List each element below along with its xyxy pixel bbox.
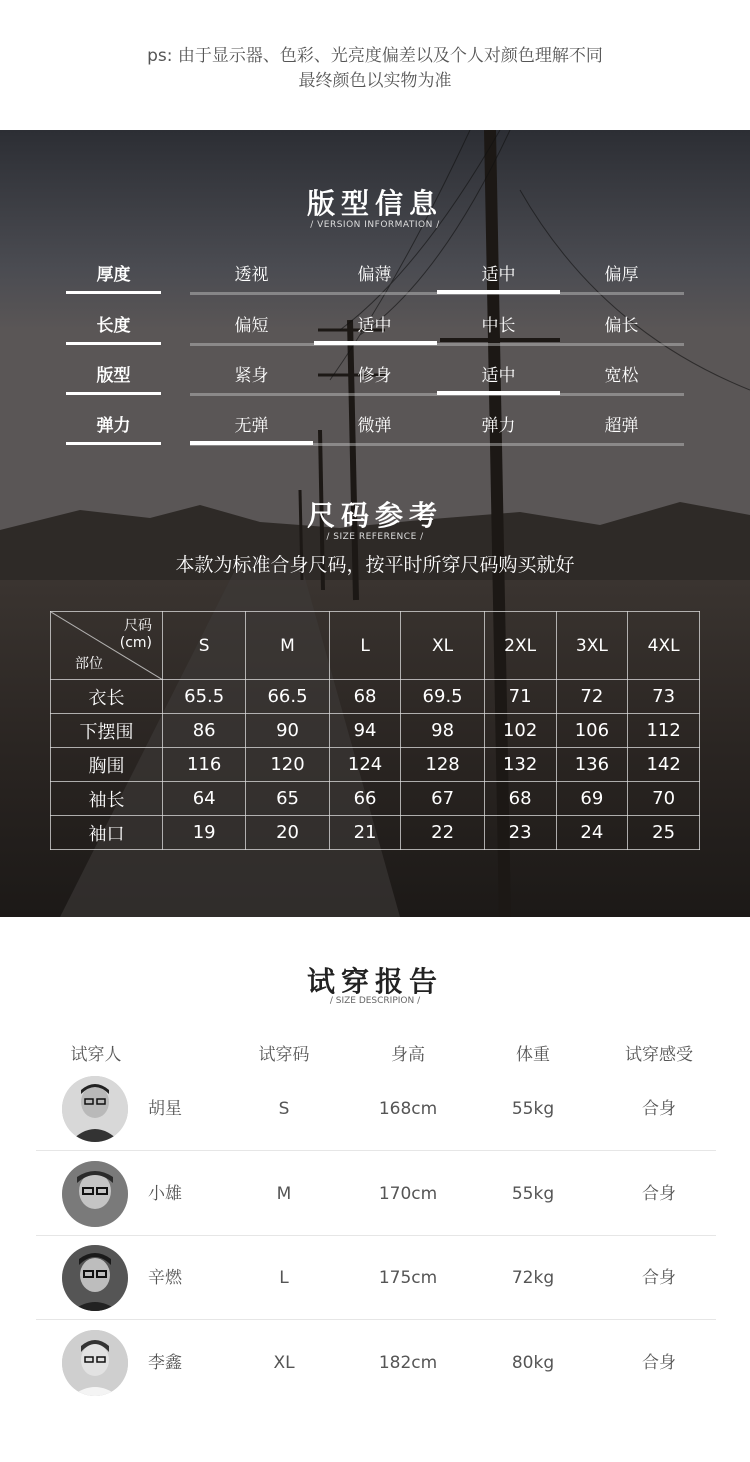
fit-label-underline bbox=[66, 342, 161, 345]
fit-option: 偏薄 bbox=[357, 265, 392, 285]
table-cell: 21 bbox=[329, 816, 401, 850]
tester-name: 小雄 bbox=[148, 1184, 182, 1204]
fit-option: 弹力 bbox=[481, 416, 516, 436]
size-column-header: S bbox=[163, 612, 246, 680]
table-cell: 20 bbox=[246, 816, 329, 850]
size-section-subtitle: / SIZE REFERENCE / bbox=[326, 532, 424, 542]
table-cell: 69 bbox=[556, 782, 628, 816]
corner-unit: (cm) bbox=[119, 635, 152, 651]
table-cell: 23 bbox=[484, 816, 556, 850]
fit-option: 中长 bbox=[481, 316, 516, 336]
corner-part-label: 部位 bbox=[75, 656, 103, 672]
part-name: 下摆围 bbox=[51, 714, 163, 748]
fit-option: 适中 bbox=[357, 316, 392, 336]
tester-feel: 合身 bbox=[642, 1268, 676, 1288]
tester-size: L bbox=[279, 1268, 289, 1288]
table-cell: 72 bbox=[556, 680, 628, 714]
fit-section-subtitle: / VERSION INFORMATION / bbox=[310, 220, 440, 230]
fit-option: 偏厚 bbox=[604, 265, 639, 285]
part-name: 胸围 bbox=[51, 748, 163, 782]
tester-height: 182cm bbox=[378, 1353, 438, 1373]
part-name: 袖长 bbox=[51, 782, 163, 816]
tester-name: 辛燃 bbox=[148, 1268, 182, 1288]
size-column-header: L bbox=[329, 612, 401, 680]
tester-photo bbox=[62, 1330, 128, 1396]
row-divider bbox=[36, 1319, 716, 1320]
report-header-size: 试穿码 bbox=[258, 1045, 310, 1065]
corner-size-label bbox=[120, 618, 152, 652]
info-band bbox=[0, 130, 750, 917]
avatar bbox=[62, 1245, 128, 1311]
list-item bbox=[36, 1067, 716, 1151]
tester-weight: 55kg bbox=[511, 1184, 555, 1204]
list-item bbox=[36, 1321, 716, 1405]
fit-option: 适中 bbox=[481, 366, 516, 386]
fit-row-stretch bbox=[66, 411, 684, 451]
report-header-person: 试穿人 bbox=[70, 1045, 122, 1065]
size-column-header: 2XL bbox=[484, 612, 556, 680]
fit-option: 偏长 bbox=[604, 316, 639, 336]
list-item bbox=[36, 1236, 716, 1320]
tester-weight: 72kg bbox=[511, 1268, 555, 1288]
table-row bbox=[51, 680, 700, 714]
fit-row-cut bbox=[66, 361, 684, 401]
table-cell: 65 bbox=[246, 782, 329, 816]
tester-feel: 合身 bbox=[642, 1184, 676, 1204]
fit-option: 偏短 bbox=[234, 316, 269, 336]
table-row bbox=[51, 748, 700, 782]
disclaimer-line-2: 最终颜色以实物为准 bbox=[298, 71, 452, 91]
tester-feel: 合身 bbox=[642, 1353, 676, 1373]
fit-option: 透视 bbox=[234, 265, 269, 285]
table-cell: 116 bbox=[163, 748, 246, 782]
size-table-header-row bbox=[51, 612, 700, 680]
disclaimer-line-1: ps: 由于显示器、色彩、光亮度偏差以及个人对颜色理解不同 bbox=[147, 46, 603, 66]
fit-selected-marker bbox=[190, 441, 313, 445]
size-table bbox=[50, 611, 700, 850]
list-item bbox=[36, 1152, 716, 1236]
table-cell: 132 bbox=[484, 748, 556, 782]
tester-photo bbox=[62, 1161, 128, 1227]
fit-label: 厚度 bbox=[96, 265, 131, 285]
tester-height: 170cm bbox=[378, 1184, 438, 1204]
fit-label-underline bbox=[66, 291, 161, 294]
table-cell: 128 bbox=[401, 748, 484, 782]
table-cell: 19 bbox=[163, 816, 246, 850]
part-name: 袖口 bbox=[51, 816, 163, 850]
fit-label: 版型 bbox=[96, 366, 131, 386]
part-name: 衣长 bbox=[51, 680, 163, 714]
avatar bbox=[62, 1076, 128, 1142]
tester-photo bbox=[62, 1245, 128, 1311]
fit-selected-marker bbox=[314, 341, 437, 345]
table-cell: 94 bbox=[329, 714, 401, 748]
avatar bbox=[62, 1161, 128, 1227]
table-cell: 65.5 bbox=[163, 680, 246, 714]
table-cell: 102 bbox=[484, 714, 556, 748]
tester-height: 175cm bbox=[378, 1268, 438, 1288]
row-divider bbox=[36, 1150, 716, 1151]
report-header-feel: 试穿感受 bbox=[625, 1045, 693, 1065]
tester-height: 168cm bbox=[378, 1099, 438, 1119]
table-cell: 70 bbox=[628, 782, 700, 816]
table-cell: 66 bbox=[329, 782, 401, 816]
table-cell: 64 bbox=[163, 782, 246, 816]
table-cell: 112 bbox=[628, 714, 700, 748]
fit-option: 无弹 bbox=[234, 416, 269, 436]
table-cell: 71 bbox=[484, 680, 556, 714]
table-row bbox=[51, 782, 700, 816]
table-row bbox=[51, 816, 700, 850]
color-disclaimer bbox=[0, 44, 750, 94]
size-column-header: 3XL bbox=[556, 612, 628, 680]
table-cell: 106 bbox=[556, 714, 628, 748]
fit-selected-marker bbox=[437, 391, 560, 395]
tester-size: XL bbox=[273, 1353, 295, 1373]
table-row bbox=[51, 714, 700, 748]
table-cell: 136 bbox=[556, 748, 628, 782]
table-cell: 24 bbox=[556, 816, 628, 850]
fit-option: 适中 bbox=[481, 265, 516, 285]
avatar bbox=[62, 1330, 128, 1396]
fit-option: 宽松 bbox=[604, 366, 639, 386]
fit-option: 紧身 bbox=[234, 366, 269, 386]
size-column-header: M bbox=[246, 612, 329, 680]
report-section-subtitle: / SIZE DESCRIPION / bbox=[329, 996, 421, 1006]
tester-photo bbox=[62, 1076, 128, 1142]
table-cell: 67 bbox=[401, 782, 484, 816]
fit-option: 超弹 bbox=[604, 416, 639, 436]
fit-row-length bbox=[66, 311, 684, 351]
tester-name: 李鑫 bbox=[148, 1353, 182, 1373]
tester-size: M bbox=[276, 1184, 292, 1204]
corner-size-word: 尺码 bbox=[124, 618, 152, 634]
table-cell: 120 bbox=[246, 748, 329, 782]
table-cell: 98 bbox=[401, 714, 484, 748]
table-cell: 90 bbox=[246, 714, 329, 748]
size-column-header: XL bbox=[401, 612, 484, 680]
fit-track bbox=[190, 343, 684, 346]
fit-label-underline bbox=[66, 392, 161, 395]
fit-label: 弹力 bbox=[96, 416, 131, 436]
fit-label-underline bbox=[66, 442, 161, 445]
report-header-weight: 体重 bbox=[516, 1045, 550, 1065]
tester-feel: 合身 bbox=[642, 1099, 676, 1119]
table-cell: 68 bbox=[484, 782, 556, 816]
table-cell: 86 bbox=[163, 714, 246, 748]
fit-option: 微弹 bbox=[357, 416, 392, 436]
tester-name: 胡星 bbox=[148, 1099, 182, 1119]
report-header-height: 身高 bbox=[391, 1045, 425, 1065]
table-cell: 66.5 bbox=[246, 680, 329, 714]
table-cell: 142 bbox=[628, 748, 700, 782]
fit-option: 修身 bbox=[357, 366, 392, 386]
report-section-title: 试穿报告 bbox=[306, 965, 443, 998]
table-cell: 73 bbox=[628, 680, 700, 714]
table-cell: 124 bbox=[329, 748, 401, 782]
tester-weight: 55kg bbox=[511, 1099, 555, 1119]
tester-size: S bbox=[278, 1099, 290, 1119]
fit-section-title: 版型信息 bbox=[306, 187, 443, 220]
table-cell: 69.5 bbox=[401, 680, 484, 714]
table-cell: 25 bbox=[628, 816, 700, 850]
table-cell: 68 bbox=[329, 680, 401, 714]
size-table-corner bbox=[51, 612, 163, 680]
fit-selected-marker bbox=[437, 290, 560, 294]
size-section-title: 尺码参考 bbox=[306, 499, 443, 532]
size-intro-text: 本款为标准合身尺码，按平时所穿尺码购买就好 bbox=[175, 554, 575, 576]
tester-weight: 80kg bbox=[511, 1353, 555, 1373]
fit-row-thickness bbox=[66, 260, 684, 300]
size-column-header: 4XL bbox=[628, 612, 700, 680]
fit-label: 长度 bbox=[96, 316, 131, 336]
table-cell: 22 bbox=[401, 816, 484, 850]
